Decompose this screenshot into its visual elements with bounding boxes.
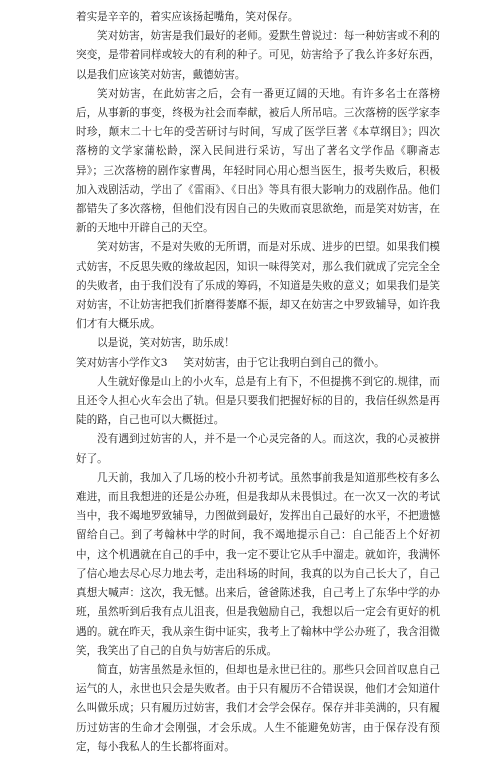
paragraph: 笑对妨害，不是对失败的无所谓，而是对乐成、进步的巴望。如果我们模式妨害，不反思失败的缘故起因，知识一味得笑对，那么我们就成了完完全全的失败者，由于我们没有了乐成的筹码，不知道是失败的意义；如果我们是笑对妨害，不让妨害把我们折磨得萎靡不振，却又在妨害之中罗致辅导，如许我们才有大概乐成。 (76, 241, 440, 331)
essay-title: 笑对妨害小学作文 (76, 356, 161, 369)
heading-text: 笑对妨害，由于它让我明白到自己的微小。 (183, 356, 385, 369)
essay-heading (76, 354, 440, 373)
paragraph: 笑对妨害，在此妨害之后，会有一番更辽阔的天地。有许多名士在落榜后，从事新的事变，终极为社会而奉献，被后人所吊唁。三次落榜的医学家李时珍，颠末二十七年的受苦研讨与时间，写成了医学巨著《本草纲目》；四次落榜的文学家蒲松龄，深入民间进行采访，写出了著名文学作品《聊斋志异》；三次落榜的剧作家曹禺，年轻时同心用心想当医生，报考失败后，积极加入戏剧活动，学出了《雷雨》、《日出》等具有很大影响力的戏剧作品。他们都错失了多次落榜，但他们没有因自己的失败而哀思欲绝，而是笑对妨害，在新的天地中开辟自己的天空。 (76, 87, 440, 235)
paragraph: 几天前，我加入了几场的校小升初考试。虽然事前我是知道那些校有多么难进，而且我想进的还是公办班，但是我却从未畏惧过。在一次又一次的考试当中，我不竭地罗致辅导，力图做到最好，发挥出自己最好的水平，不把遗憾留给自己。到了考翰林中学的时间，我不竭地提示自己：自己能否上个好初中，这个机遇就在自己的手中，我一定不要让它从手中溜走。就如许，我满怀了信心地去尽心尽力地去考，走出科场的时间，我真的以为自己长大了，自己真想大喊声：这次，我无憾。出来后，爸爸陈述我，自己考上了东华中学的办班，虽然听到后我有点儿沮丧，但是我勉励自己，我想以后一定会有更好的机遇的。就在昨天，我从亲生街中证实，我考上了翰林中学公办班了，我含泪微笑，我笑出了自己的自负与妨害后的乐成。 (76, 471, 440, 657)
paragraph: 笑对妨害，妨害是我们最好的老师。爱默生曾说过：每一种妨害或不利的突变，是带着同样或较大的有利的种子。可见，妨害给予了我么许多好东西，以是我们应该笑对妨害，戴德妨害。 (76, 30, 440, 81)
paragraph: 简直，妨害虽然是永恒的，但却也是永世已往的。那些只会回首叹息自己运气的人，永世也只会是失败者。由于只有履历不合错误误，他们才会知道什么叫做乐成；只有履历过妨害，我们才会学会保存。保存并非美满的，只有履历过妨害的生命才会刚强，才会乐成。人生不能避免妨害，由于保存没有预定，每小我私人的生长都将面对。 (76, 663, 440, 753)
paragraph: 没有遇到过妨害的人，并不是一个心灵完备的人。而这次，我的心灵被拼好了。 (76, 433, 440, 465)
paragraph: 以是说，笑对妨害，助乐成！ (97, 337, 235, 350)
essay-number: 3 (160, 356, 168, 369)
paragraph: 着实是辛辛的，着实应该扬起嘴角，笑对保存。 (76, 11, 299, 23)
paragraph: 人生就好像是山上的小火车，总是有上有下，不但提携不到它的.规律，而且还令人担心火车会出了轨。但是只要我们把握好标的目的，我信任纵然是再陡的路，自己也可以大概挺过。 (76, 375, 440, 427)
